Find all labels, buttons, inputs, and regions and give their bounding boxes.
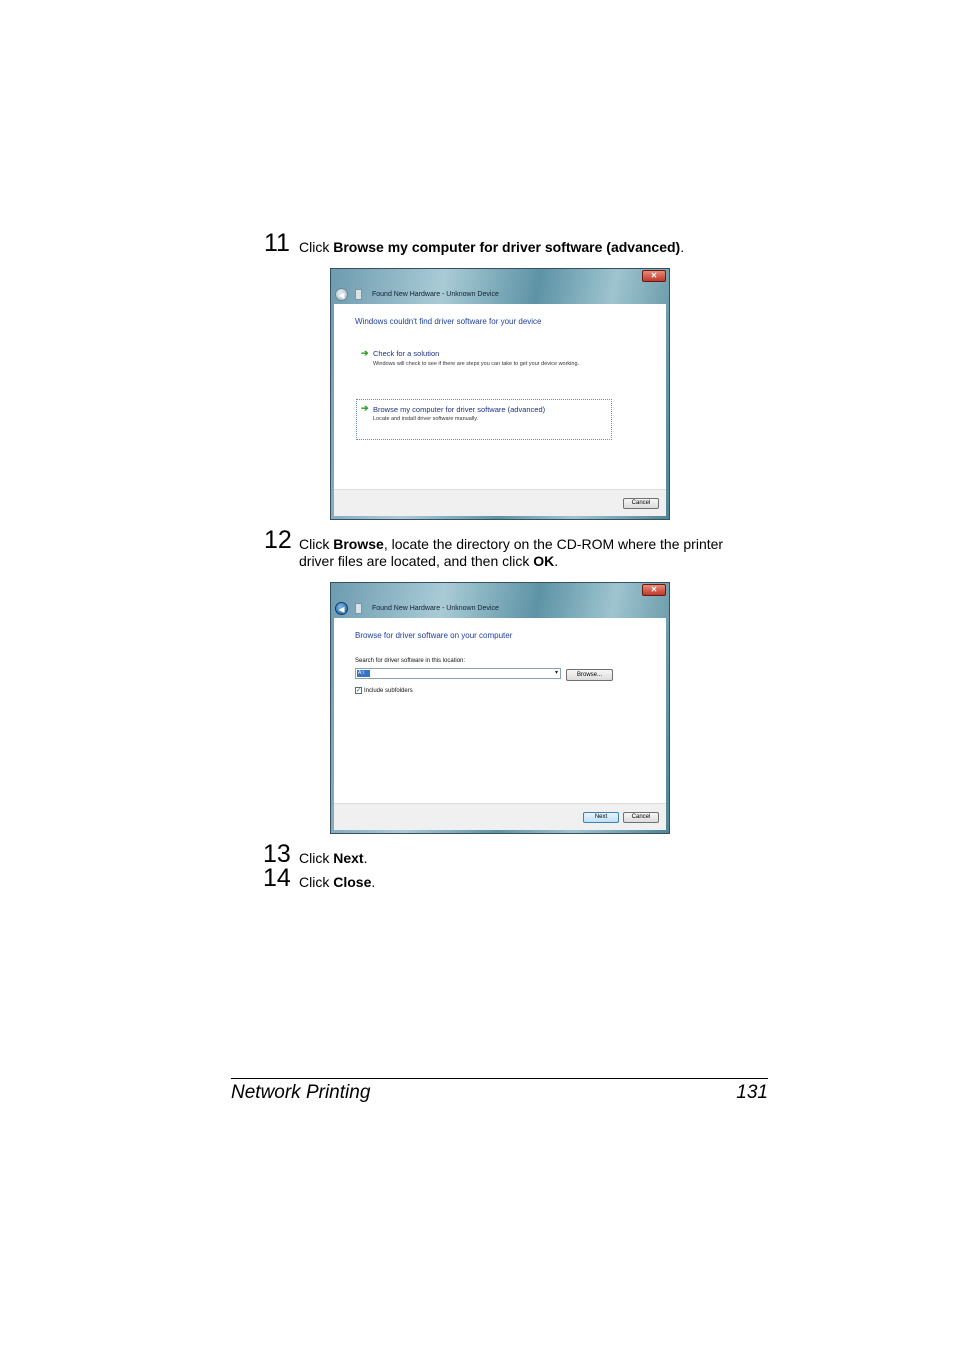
path-value: A:\	[357, 670, 370, 677]
step-middle: , locate the directory on the CD-ROM where the printer driver files are located, and then click	[299, 536, 724, 569]
footer-section-title: Network Printing	[231, 1082, 371, 1103]
cancel-button[interactable]: Cancel	[623, 812, 659, 823]
dialog-footer	[334, 803, 666, 830]
step-instruction	[299, 874, 375, 891]
step-prefix: Click	[299, 536, 334, 552]
close-icon[interactable]: ✕	[642, 270, 666, 282]
step-bold-term: Next	[333, 850, 364, 866]
step-suffix: .	[363, 850, 368, 866]
step-suffix: .	[554, 553, 559, 569]
option-check-for-solution[interactable]: Check for a solution	[373, 349, 440, 358]
step-number: 14	[263, 864, 291, 892]
step-bold-term: OK	[533, 553, 555, 569]
dialog-title: Found New Hardware - Unknown Device	[372, 605, 499, 612]
step-number: 12	[264, 526, 292, 554]
dialog-content	[334, 618, 666, 830]
footer-divider	[231, 1078, 768, 1079]
step-prefix: Click	[299, 850, 334, 866]
dialog-title: Found New Hardware - Unknown Device	[372, 291, 499, 298]
step-bold-term: Browse my computer for driver software (advanced)	[333, 239, 681, 255]
next-button[interactable]: Next	[583, 812, 619, 823]
include-subfolders-label: Include subfolders	[364, 688, 413, 694]
option-description: Locate and install driver software manually.	[373, 416, 479, 422]
step-bold-term: Close	[333, 874, 372, 890]
step-instruction	[299, 850, 367, 867]
step-suffix: .	[680, 239, 685, 255]
page-number: 131	[736, 1082, 768, 1103]
browse-button[interactable]: Browse...	[566, 669, 613, 681]
dialog-heading: Browse for driver software on your computer	[355, 631, 513, 640]
step-suffix: .	[371, 874, 376, 890]
green-arrow-icon: ➔	[361, 403, 369, 413]
dialog-heading: Windows couldn't find driver software for your device	[355, 317, 542, 326]
step-bold-term: Browse	[333, 536, 384, 552]
option-browse-my-computer[interactable]: Browse my computer for driver software (advanced)	[373, 405, 546, 414]
found-new-hardware-dialog	[330, 268, 670, 520]
include-subfolders-checkbox[interactable]: ✓	[356, 688, 362, 694]
step-prefix: Click	[299, 874, 334, 890]
step-instruction	[299, 239, 759, 256]
search-location-label: Search for driver software in this location:	[355, 658, 466, 664]
step-prefix: Click	[299, 239, 334, 255]
device-icon	[355, 289, 362, 300]
dialog-footer	[334, 489, 666, 516]
device-icon	[355, 603, 362, 614]
close-icon[interactable]: ✕	[642, 584, 666, 596]
green-arrow-icon: ➔	[361, 348, 369, 358]
step-number: 13	[263, 840, 291, 868]
back-arrow-icon[interactable]: ◀	[335, 602, 348, 615]
step-number: 11	[264, 229, 290, 257]
cancel-button[interactable]: Cancel	[623, 498, 659, 509]
dialog-content	[334, 304, 666, 516]
path-combobox[interactable]	[355, 668, 561, 679]
browse-for-driver-dialog	[330, 582, 670, 834]
option-description: Windows will check to see if there are steps you can take to get your device working.	[373, 361, 580, 367]
step-instruction	[299, 536, 747, 570]
chevron-down-icon[interactable]: ▾	[554, 670, 558, 676]
back-arrow-icon: ◀	[335, 288, 348, 301]
